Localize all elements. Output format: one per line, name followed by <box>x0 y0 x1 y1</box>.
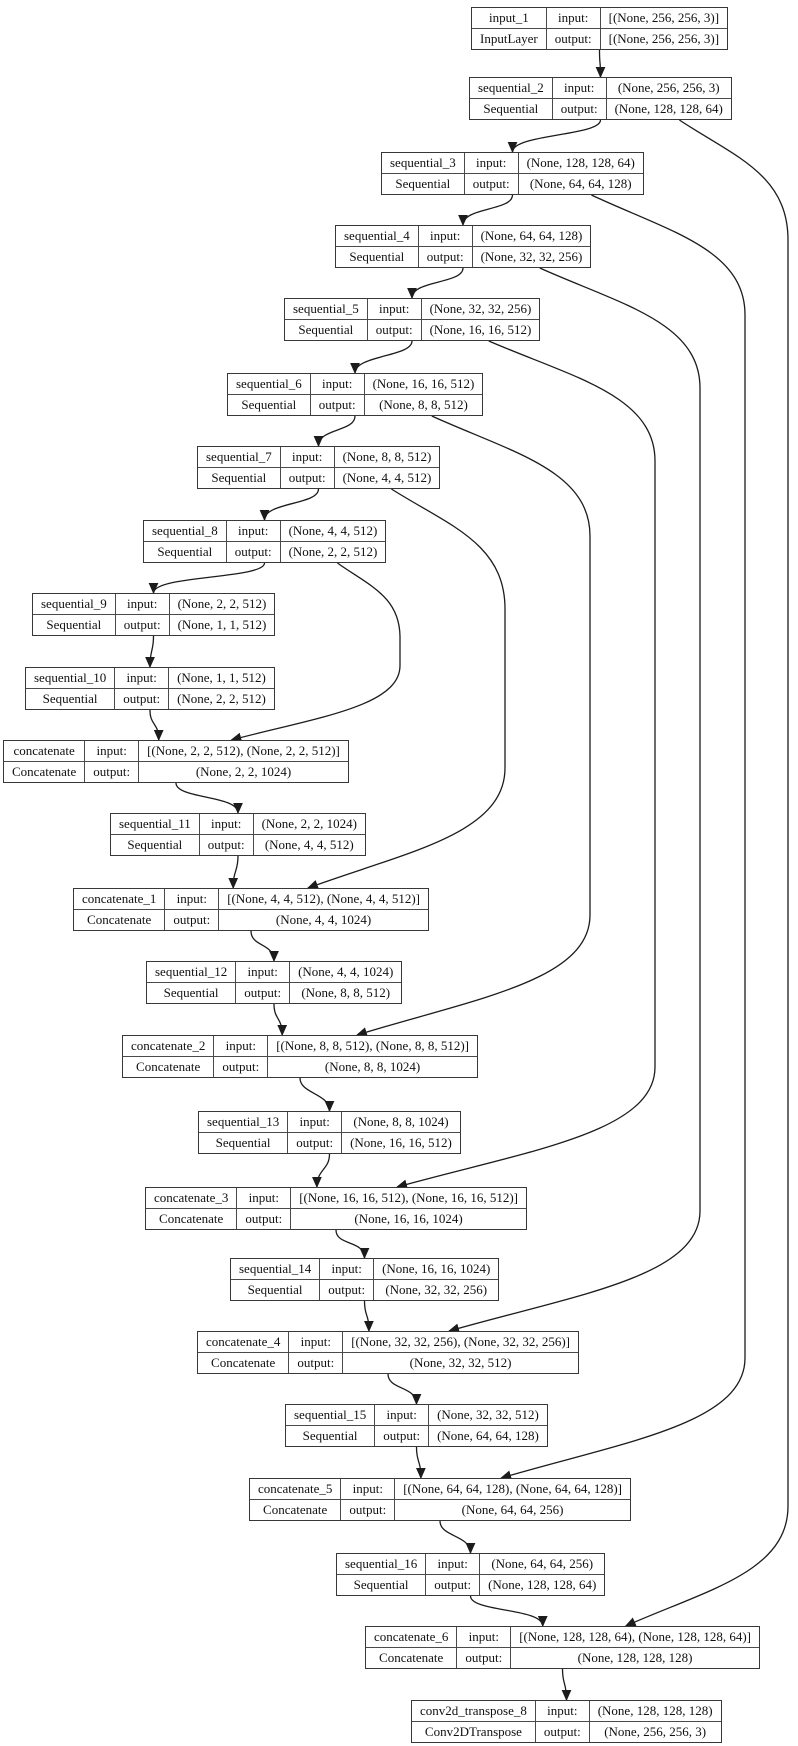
output-shape: (None, 2, 2, 512) <box>281 542 386 562</box>
output-shape: (None, 1, 1, 512) <box>170 615 275 635</box>
layer-class: Conv2DTranspose <box>412 1722 535 1742</box>
layer-class: Sequential <box>228 395 310 415</box>
input-label: input: <box>115 668 168 688</box>
output-shape: (None, 32, 32, 256) <box>374 1280 498 1300</box>
output-shape: (None, 8, 8, 512) <box>290 983 401 1003</box>
node-sequential_3 <box>381 152 644 195</box>
layer-class: Sequential <box>470 99 552 119</box>
input-shape: (None, 256, 256, 3) <box>607 78 731 98</box>
layer-class: Concatenate <box>198 1353 288 1373</box>
layer-class: Concatenate <box>74 910 164 930</box>
input-label: input: <box>536 1701 589 1721</box>
output-label: output: <box>236 983 289 1003</box>
output-shape: (None, 16, 16, 512) <box>342 1133 460 1153</box>
input-shape: (None, 8, 8, 1024) <box>342 1112 460 1132</box>
layer-class: Sequential <box>144 542 226 562</box>
layer-name: conv2d_transpose_8 <box>412 1701 535 1721</box>
input-label: input: <box>341 1479 394 1499</box>
output-label: output: <box>426 1575 479 1595</box>
input-shape: [(None, 32, 32, 256), (None, 32, 32, 256)] <box>343 1332 578 1352</box>
input-label: input: <box>457 1627 510 1647</box>
node-sequential_9 <box>32 593 275 636</box>
layer-class: Concatenate <box>250 1500 340 1520</box>
node-sequential_14 <box>230 1258 499 1301</box>
layer-name: concatenate_4 <box>198 1332 288 1352</box>
input-label: input: <box>85 741 138 761</box>
node-sequential_4 <box>335 225 591 268</box>
layer-name: concatenate_6 <box>366 1627 456 1647</box>
node-sequential_10 <box>25 667 275 710</box>
input-label: input: <box>237 1188 290 1208</box>
output-shape: (None, 64, 64, 128) <box>429 1426 547 1446</box>
layer-name: sequential_11 <box>111 814 199 834</box>
layer-class: Sequential <box>199 1133 287 1153</box>
input-label: input: <box>547 8 600 28</box>
output-shape: (None, 64, 64, 256) <box>395 1500 630 1520</box>
input-label: input: <box>227 521 280 541</box>
output-shape: (None, 2, 2, 1024) <box>139 762 348 782</box>
output-shape: (None, 2, 2, 512) <box>169 689 274 709</box>
output-shape: (None, 64, 64, 128) <box>519 174 643 194</box>
layer-name: sequential_12 <box>147 962 235 982</box>
output-shape: (None, 16, 16, 512) <box>422 320 540 340</box>
input-label: input: <box>465 153 518 173</box>
node-concatenate_2 <box>122 1035 478 1078</box>
input-label: input: <box>236 962 289 982</box>
input-shape: (None, 4, 4, 512) <box>281 521 386 541</box>
output-shape: [(None, 256, 256, 3)] <box>601 29 727 49</box>
input-shape: [(None, 4, 4, 512), (None, 4, 4, 512)] <box>219 889 428 909</box>
node-concatenate_6 <box>365 1626 760 1669</box>
node-concatenate <box>3 740 349 783</box>
layer-class: Concatenate <box>123 1057 213 1077</box>
input-label: input: <box>288 1112 341 1132</box>
output-shape: (None, 16, 16, 1024) <box>291 1209 526 1229</box>
layer-name: concatenate <box>4 741 84 761</box>
output-label: output: <box>237 1209 290 1229</box>
input-label: input: <box>165 889 218 909</box>
output-label: output: <box>419 247 472 267</box>
layer-name: sequential_10 <box>26 668 114 688</box>
input-label: input: <box>214 1036 267 1056</box>
layer-name: concatenate_1 <box>74 889 164 909</box>
input-shape: [(None, 128, 128, 64), (None, 128, 128, 64)] <box>511 1627 759 1647</box>
layer-class: Sequential <box>147 983 235 1003</box>
layer-name: sequential_5 <box>285 299 367 319</box>
layer-class: Sequential <box>382 174 464 194</box>
input-shape: (None, 32, 32, 256) <box>422 299 540 319</box>
layer-class: Sequential <box>231 1280 319 1300</box>
input-shape: (None, 8, 8, 512) <box>335 447 440 467</box>
input-label: input: <box>116 594 169 614</box>
output-shape: (None, 32, 32, 512) <box>343 1353 578 1373</box>
node-concatenate_3 <box>145 1187 527 1230</box>
input-label: input: <box>200 814 253 834</box>
output-label: output: <box>341 1500 394 1520</box>
layer-name: sequential_3 <box>382 153 464 173</box>
input-shape: (None, 128, 128, 64) <box>519 153 643 173</box>
output-shape: (None, 4, 4, 512) <box>254 835 365 855</box>
input-shape: [(None, 2, 2, 512), (None, 2, 2, 512)] <box>139 741 348 761</box>
output-label: output: <box>536 1722 589 1742</box>
node-sequential_2 <box>469 77 732 120</box>
input-label: input: <box>426 1554 479 1574</box>
input-label: input: <box>281 447 334 467</box>
input-shape: [(None, 16, 16, 512), (None, 16, 16, 512)] <box>291 1188 526 1208</box>
layer-name: sequential_4 <box>336 226 418 246</box>
node-sequential_7 <box>197 446 440 489</box>
layer-name: concatenate_3 <box>146 1188 236 1208</box>
input-label: input: <box>289 1332 342 1352</box>
output-label: output: <box>320 1280 373 1300</box>
output-label: output: <box>288 1133 341 1153</box>
node-sequential_15 <box>285 1404 548 1447</box>
output-shape: (None, 128, 128, 64) <box>480 1575 604 1595</box>
layer-name: sequential_13 <box>199 1112 287 1132</box>
input-shape: (None, 2, 2, 1024) <box>254 814 365 834</box>
node-sequential_6 <box>227 373 483 416</box>
output-label: output: <box>457 1648 510 1668</box>
layer-name: input_1 <box>472 8 546 28</box>
output-label: output: <box>214 1057 267 1077</box>
node-sequential_5 <box>284 298 540 341</box>
input-shape: (None, 16, 16, 512) <box>365 374 483 394</box>
layer-class: Sequential <box>26 689 114 709</box>
output-label: output: <box>289 1353 342 1373</box>
output-shape: (None, 128, 128, 64) <box>607 99 731 119</box>
layer-name: sequential_16 <box>337 1554 425 1574</box>
layer-name: sequential_8 <box>144 521 226 541</box>
output-label: output: <box>311 395 364 415</box>
output-shape: (None, 32, 32, 256) <box>473 247 591 267</box>
layer-class: Sequential <box>337 1575 425 1595</box>
input-shape: (None, 64, 64, 128) <box>473 226 591 246</box>
input-shape: (None, 1, 1, 512) <box>169 668 274 688</box>
layer-name: sequential_2 <box>470 78 552 98</box>
input-label: input: <box>553 78 606 98</box>
layer-name: sequential_6 <box>228 374 310 394</box>
layer-class: Sequential <box>336 247 418 267</box>
output-shape: (None, 4, 4, 512) <box>335 468 440 488</box>
node-sequential_16 <box>336 1553 605 1596</box>
layer-class: Sequential <box>111 835 199 855</box>
layer-class: Sequential <box>285 320 367 340</box>
layer-name: concatenate_2 <box>123 1036 213 1056</box>
output-label: output: <box>115 689 168 709</box>
layer-name: sequential_14 <box>231 1259 319 1279</box>
input-shape: [(None, 64, 64, 128), (None, 64, 64, 128)] <box>395 1479 630 1499</box>
output-label: output: <box>227 542 280 562</box>
node-input_1 <box>471 7 728 50</box>
input-label: input: <box>419 226 472 246</box>
output-label: output: <box>553 99 606 119</box>
node-concatenate_4 <box>197 1331 579 1374</box>
layer-class: Sequential <box>198 468 280 488</box>
output-label: output: <box>165 910 218 930</box>
node-concatenate_5 <box>249 1478 631 1521</box>
layer-name: sequential_15 <box>286 1405 374 1425</box>
input-label: input: <box>375 1405 428 1425</box>
input-shape: [(None, 8, 8, 512), (None, 8, 8, 512)] <box>268 1036 477 1056</box>
output-shape: (None, 4, 4, 1024) <box>219 910 428 930</box>
node-sequential_8 <box>143 520 386 563</box>
node-concatenate_1 <box>73 888 429 931</box>
output-label: output: <box>116 615 169 635</box>
output-label: output: <box>368 320 421 340</box>
output-label: output: <box>85 762 138 782</box>
output-label: output: <box>281 468 334 488</box>
node-sequential_11 <box>110 813 366 856</box>
layer-class: InputLayer <box>472 29 546 49</box>
layer-class: Concatenate <box>366 1648 456 1668</box>
layer-class: Concatenate <box>146 1209 236 1229</box>
output-shape: (None, 8, 8, 512) <box>365 395 483 415</box>
output-label: output: <box>547 29 600 49</box>
input-label: input: <box>320 1259 373 1279</box>
output-label: output: <box>375 1426 428 1446</box>
layer-name: sequential_9 <box>33 594 115 614</box>
input-label: input: <box>368 299 421 319</box>
input-shape: (None, 32, 32, 512) <box>429 1405 547 1425</box>
output-label: output: <box>465 174 518 194</box>
node-sequential_12 <box>146 961 402 1004</box>
input-shape: (None, 4, 4, 1024) <box>290 962 401 982</box>
node-sequential_13 <box>198 1111 461 1154</box>
input-label: input: <box>311 374 364 394</box>
input-shape: (None, 16, 16, 1024) <box>374 1259 498 1279</box>
layer-name: concatenate_5 <box>250 1479 340 1499</box>
input-shape: (None, 2, 2, 512) <box>170 594 275 614</box>
layer-class: Sequential <box>33 615 115 635</box>
node-conv2d_transpose_8 <box>411 1700 722 1743</box>
output-shape: (None, 256, 256, 3) <box>590 1722 721 1742</box>
output-shape: (None, 128, 128, 128) <box>511 1648 759 1668</box>
layer-name: sequential_7 <box>198 447 280 467</box>
input-shape: (None, 64, 64, 256) <box>480 1554 604 1574</box>
input-shape: (None, 128, 128, 128) <box>590 1701 721 1721</box>
input-shape: [(None, 256, 256, 3)] <box>601 8 727 28</box>
layer-class: Concatenate <box>4 762 84 782</box>
output-shape: (None, 8, 8, 1024) <box>268 1057 477 1077</box>
layer-class: Sequential <box>286 1426 374 1446</box>
output-label: output: <box>200 835 253 855</box>
